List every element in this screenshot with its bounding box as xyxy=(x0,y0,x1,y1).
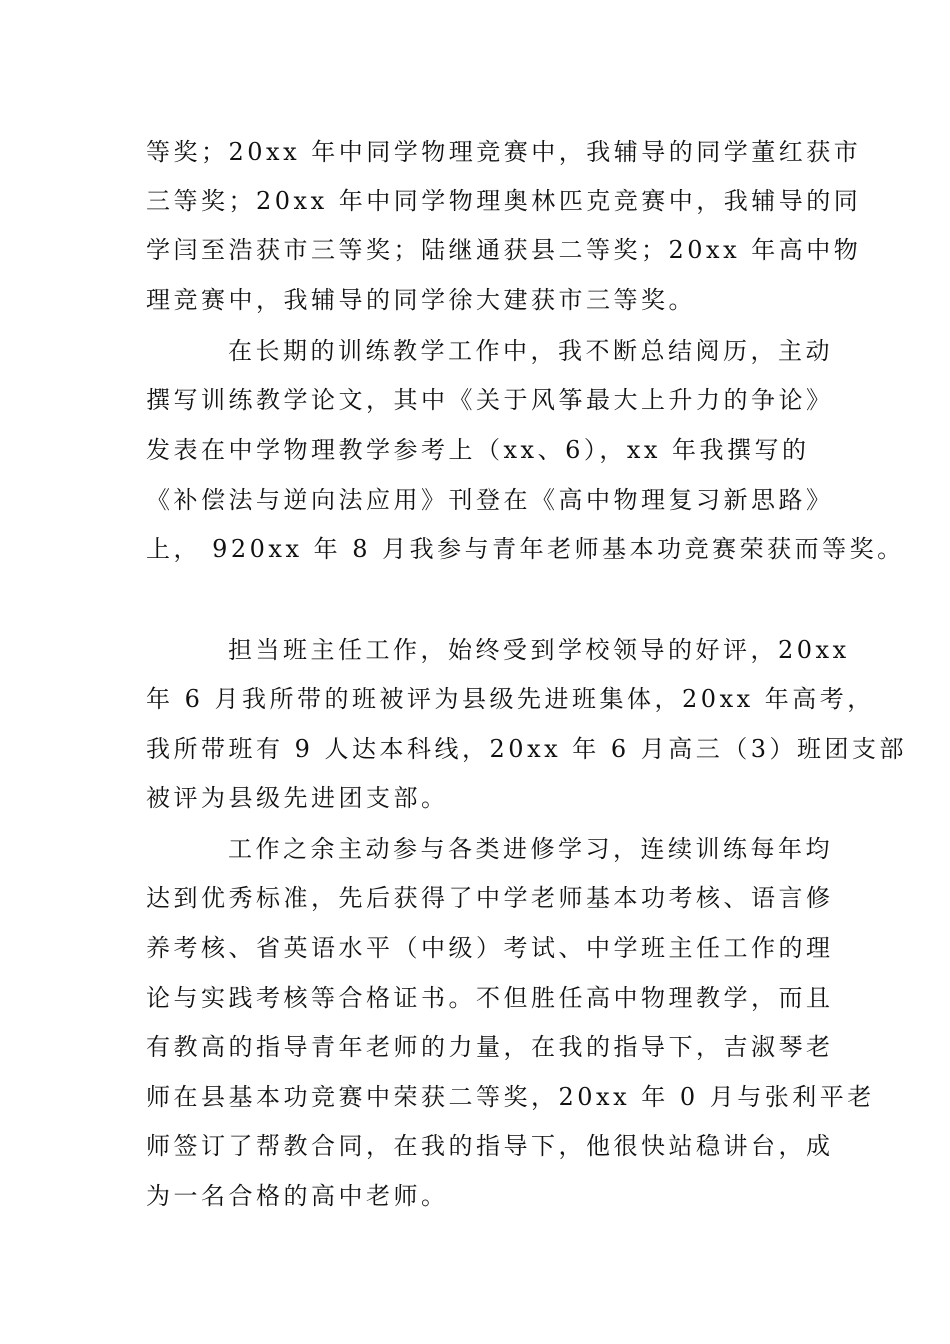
paragraph-1-line-1: 等奖；20xx 年中同学物理竞赛中，我辅导的同学董红获市 xyxy=(146,138,862,166)
paragraph-4-line-1: 工作之余主动参与各类进修学习，连续训练每年均 xyxy=(228,835,833,863)
paragraph-3-line-2: 年 6 月我所带的班被评为县级先进班集体，20xx 年高考， xyxy=(146,685,875,713)
paragraph-4-line-8: 为一名合格的高中老师。 xyxy=(146,1182,449,1210)
paragraph-2-line-2: 撰写训练教学论文，其中《关于风筝最大上升力的争论》 xyxy=(146,386,834,414)
paragraph-4-line-7: 师签订了帮教合同，在我的指导下，他很快站稳讲台，成 xyxy=(146,1132,834,1160)
paragraph-3-line-3: 我所带班有 9 人达本科线，20xx 年 6 月高三（3）班团支部 xyxy=(146,735,908,763)
paragraph-1-line-3: 学闫至浩获市三等奖；陆继通获县二等奖；20xx 年高中物 xyxy=(146,236,862,264)
paragraph-4-line-3: 养考核、省英语水平（中级）考试、中学班主任工作的理 xyxy=(146,934,834,962)
paragraph-1-line-2: 三等奖；20xx 年中同学物理奥林匹克竞赛中，我辅导的同 xyxy=(146,187,862,215)
paragraph-4-line-6: 师在县基本功竞赛中荣获二等奖，20xx 年 0 月与张利平老 xyxy=(146,1083,875,1111)
paragraph-3-line-4: 被评为县级先进团支部。 xyxy=(146,784,449,812)
paragraph-4-line-2: 达到优秀标准，先后获得了中学老师基本功考核、语言修 xyxy=(146,884,834,912)
paragraph-2-line-5: 上， 920xx 年 8 月我参与青年老师基本功竞赛荣获而等奖。 xyxy=(146,535,905,563)
paragraph-1-line-4: 理竞赛中，我辅导的同学徐大建获市三等奖。 xyxy=(146,286,696,314)
paragraph-3-line-1: 担当班主任工作，始终受到学校领导的好评，20xx xyxy=(228,636,850,664)
paragraph-4-line-4: 论与实践考核等合格证书。不但胜任高中物理教学，而且 xyxy=(146,984,834,1012)
paragraph-2-line-3: 发表在中学物理教学参考上（xx、6），xx 年我撰写的 xyxy=(146,436,810,464)
paragraph-4-line-5: 有教高的指导青年老师的力量，在我的指导下，吉淑琴老 xyxy=(146,1033,834,1061)
paragraph-2-line-1: 在长期的训练教学工作中，我不断总结阅历，主动 xyxy=(228,337,833,365)
paragraph-2-line-4: 《补偿法与逆向法应用》刊登在《高中物理复习新思路》 xyxy=(146,486,834,514)
